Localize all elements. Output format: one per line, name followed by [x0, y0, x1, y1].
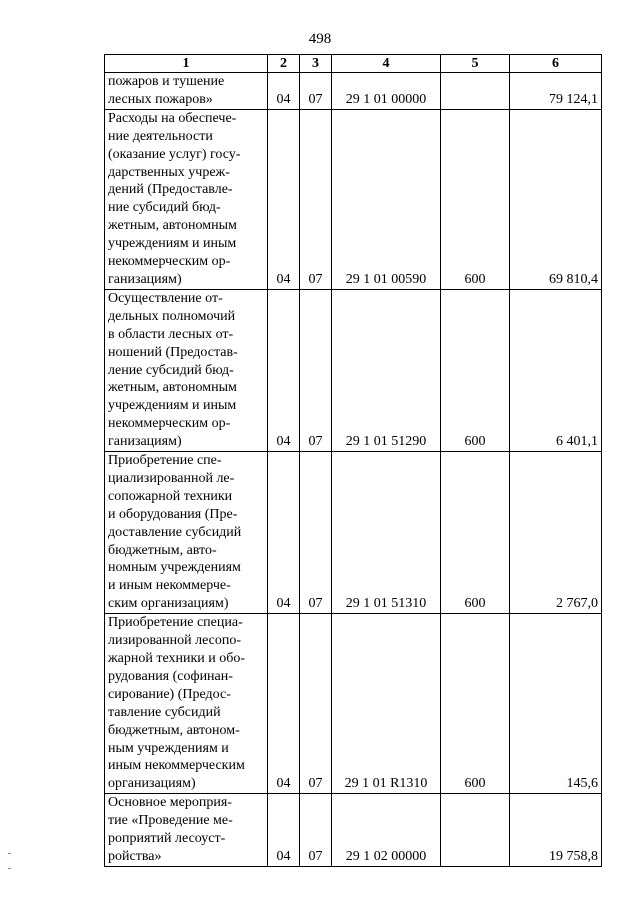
subsection-code: 07 — [300, 794, 332, 867]
subsection-code: 07 — [300, 109, 332, 289]
expense-type-code: 600 — [441, 109, 510, 289]
column-header: 1 — [105, 55, 268, 73]
amount: 6 401,1 — [510, 289, 602, 451]
column-header: 6 — [510, 55, 602, 73]
row-description: Осуществление от- дельных полномочий в области лесных от- ношений (Предостав- ление субсидий бюд- жетным, автономным учреждениям и иным некоммерческим ор- ганизациям) — [105, 289, 268, 451]
expense-type-code — [441, 73, 510, 110]
scan-margin-mark — [8, 868, 11, 869]
target-article-code: 29 1 01 R1310 — [332, 614, 441, 794]
subsection-code: 07 — [300, 73, 332, 110]
target-article-code: 29 1 01 51290 — [332, 289, 441, 451]
column-header: 5 — [441, 55, 510, 73]
table-row — [105, 794, 602, 867]
amount: 69 810,4 — [510, 109, 602, 289]
section-code: 04 — [268, 452, 300, 614]
target-article-code: 29 1 01 00590 — [332, 109, 441, 289]
row-description: Приобретение спе- циализированной ле- сопожарной техники и оборудования (Пре- доставление субсидий бюджетным, авто- номным учреждениям и иным некоммерче- ским организациям) — [105, 452, 268, 614]
target-article-code: 29 1 01 51310 — [332, 452, 441, 614]
row-description: Приобретение специа- лизированной лесопо- жарной техники и обо- рудования (софинан- сирование) (Предос- тавление субсидий бюджетным, автоном- ным учреждениям и иным некоммерческим организациям) — [105, 614, 268, 794]
table-row — [105, 109, 602, 289]
section-code: 04 — [268, 109, 300, 289]
amount: 19 758,8 — [510, 794, 602, 867]
expense-type-code: 600 — [441, 289, 510, 451]
target-article-code: 29 1 02 00000 — [332, 794, 441, 867]
row-description: Основное мероприя- тие «Проведение ме- роприятий лесоуст- ройства» — [105, 794, 268, 867]
table-header-row — [105, 55, 602, 73]
subsection-code: 07 — [300, 289, 332, 451]
column-header: 3 — [300, 55, 332, 73]
column-header: 2 — [268, 55, 300, 73]
amount: 79 124,1 — [510, 73, 602, 110]
table-row — [105, 289, 602, 451]
page-number: 498 — [308, 31, 332, 47]
target-article-code: 29 1 01 00000 — [332, 73, 441, 110]
subsection-code: 07 — [300, 452, 332, 614]
table-row — [105, 73, 602, 110]
section-code: 04 — [268, 289, 300, 451]
row-description: Расходы на обеспече- ние деятельности (оказание услуг) госу- дарственных учреж- дений (Предоставле- ние субсидий бюд- жетным, автономным учреждениям и иным некоммерческим ор- ганизациям) — [105, 109, 268, 289]
section-code: 04 — [268, 73, 300, 110]
subsection-code: 07 — [300, 614, 332, 794]
expense-type-code: 600 — [441, 614, 510, 794]
section-code: 04 — [268, 614, 300, 794]
row-description: пожаров и тушение лесных пожаров» — [105, 73, 268, 110]
amount: 2 767,0 — [510, 452, 602, 614]
expense-type-code: 600 — [441, 452, 510, 614]
table-row — [105, 614, 602, 794]
budget-table — [104, 54, 602, 867]
scan-margin-mark — [8, 853, 11, 854]
column-header: 4 — [332, 55, 441, 73]
table-row — [105, 452, 602, 614]
expense-type-code — [441, 794, 510, 867]
amount: 145,6 — [510, 614, 602, 794]
section-code: 04 — [268, 794, 300, 867]
